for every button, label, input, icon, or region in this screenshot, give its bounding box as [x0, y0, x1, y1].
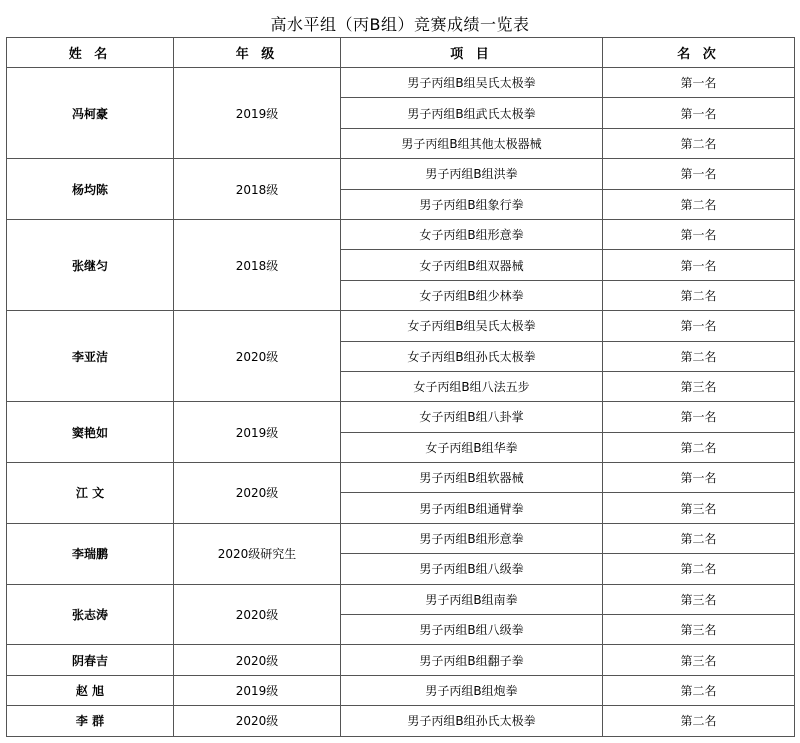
event-cell: 女子丙组B组少林拳 — [341, 280, 603, 310]
grade-cell: 2019级 — [174, 68, 341, 159]
rank-cell: 第一名 — [603, 250, 795, 280]
table-body — [7, 68, 795, 737]
table-header — [7, 38, 795, 68]
rank-cell: 第二名 — [603, 432, 795, 462]
rank-cell: 第一名 — [603, 68, 795, 98]
athlete-name-cell: 李亚洁 — [7, 311, 174, 402]
rank-cell: 第三名 — [603, 645, 795, 675]
event-cell: 女子丙组B组八法五步 — [341, 371, 603, 401]
page-title: 高水平组（丙B组）竞赛成绩一览表 — [270, 15, 530, 34]
event-cell: 男子丙组B组象行拳 — [341, 189, 603, 219]
rank-cell: 第二名 — [603, 280, 795, 310]
rank-cell: 第一名 — [603, 98, 795, 128]
table-row — [7, 68, 795, 98]
table-row — [7, 219, 795, 249]
rank-cell: 第一名 — [603, 402, 795, 432]
athlete-name-cell: 李瑞鹏 — [7, 523, 174, 584]
event-cell: 女子丙组B组孙氏太极拳 — [341, 341, 603, 371]
table-row — [7, 706, 795, 736]
event-cell: 女子丙组B组八卦掌 — [341, 402, 603, 432]
column-header-rank: 名 次 — [603, 38, 795, 68]
event-cell: 男子丙组B组翻子拳 — [341, 645, 603, 675]
athlete-name-cell: 阴春吉 — [7, 645, 174, 675]
event-cell: 女子丙组B组吴氏太极拳 — [341, 311, 603, 341]
grade-cell: 2019级 — [174, 675, 341, 705]
grade-cell: 2020级 — [174, 706, 341, 736]
rank-cell: 第三名 — [603, 371, 795, 401]
athlete-name-cell: 杨均陈 — [7, 159, 174, 220]
rank-cell: 第二名 — [603, 554, 795, 584]
grade-cell: 2020级 — [174, 463, 341, 524]
column-header-event: 项 目 — [341, 38, 603, 68]
rank-cell: 第二名 — [603, 189, 795, 219]
rank-cell: 第三名 — [603, 615, 795, 645]
grade-cell: 2020级 — [174, 311, 341, 402]
athlete-name-cell: 赵 旭 — [7, 675, 174, 705]
column-header-name: 姓 名 — [7, 38, 174, 68]
event-cell: 男子丙组B组软器械 — [341, 463, 603, 493]
event-cell: 女子丙组B组华拳 — [341, 432, 603, 462]
event-cell: 女子丙组B组形意拳 — [341, 219, 603, 249]
event-cell: 男子丙组B组孙氏太极拳 — [341, 706, 603, 736]
event-cell: 男子丙组B组八级拳 — [341, 615, 603, 645]
column-header-grade: 年 级 — [174, 38, 341, 68]
athlete-name-cell: 李 群 — [7, 706, 174, 736]
athlete-name-cell: 江 文 — [7, 463, 174, 524]
grade-cell: 2020级研究生 — [174, 523, 341, 584]
rank-cell: 第一名 — [603, 219, 795, 249]
event-cell: 男子丙组B组通臂拳 — [341, 493, 603, 523]
table-row — [7, 645, 795, 675]
rank-cell: 第一名 — [603, 311, 795, 341]
grade-cell: 2018级 — [174, 159, 341, 220]
event-cell: 男子丙组B组其他太极器械 — [341, 128, 603, 158]
rank-cell: 第二名 — [603, 128, 795, 158]
rank-cell: 第三名 — [603, 584, 795, 614]
table-row — [7, 523, 795, 553]
event-cell: 男子丙组B组八级拳 — [341, 554, 603, 584]
table-row — [7, 402, 795, 432]
table-row — [7, 311, 795, 341]
table-row — [7, 584, 795, 614]
header-row — [7, 38, 795, 68]
event-cell: 男子丙组B组武氏太极拳 — [341, 98, 603, 128]
grade-cell: 2020级 — [174, 645, 341, 675]
athlete-name-cell: 张继匀 — [7, 219, 174, 310]
event-cell: 女子丙组B组双器械 — [341, 250, 603, 280]
athlete-name-cell: 张志涛 — [7, 584, 174, 645]
grade-cell: 2018级 — [174, 219, 341, 310]
event-cell: 男子丙组B组南拳 — [341, 584, 603, 614]
event-cell: 男子丙组B组洪拳 — [341, 159, 603, 189]
event-cell: 男子丙组B组形意拳 — [341, 523, 603, 553]
rank-cell: 第二名 — [603, 341, 795, 371]
rank-cell: 第三名 — [603, 493, 795, 523]
rank-cell: 第二名 — [603, 523, 795, 553]
grade-cell: 2020级 — [174, 584, 341, 645]
table-row — [7, 675, 795, 705]
table-row — [7, 159, 795, 189]
event-cell: 男子丙组B组吴氏太极拳 — [341, 68, 603, 98]
table-row — [7, 463, 795, 493]
results-table — [6, 37, 795, 737]
rank-cell: 第一名 — [603, 463, 795, 493]
rank-cell: 第二名 — [603, 675, 795, 705]
rank-cell: 第一名 — [603, 159, 795, 189]
athlete-name-cell: 冯柯豪 — [7, 68, 174, 159]
athlete-name-cell: 窦艳如 — [7, 402, 174, 463]
grade-cell: 2019级 — [174, 402, 341, 463]
rank-cell: 第二名 — [603, 706, 795, 736]
event-cell: 男子丙组B组炮拳 — [341, 675, 603, 705]
